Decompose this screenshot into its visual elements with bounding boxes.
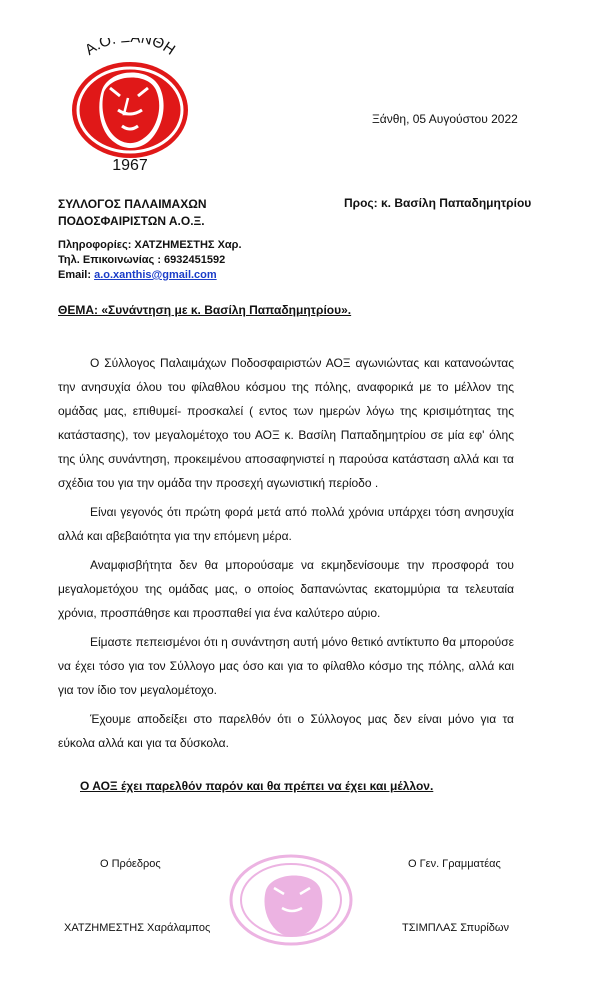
sender-block [58, 196, 207, 230]
president-name: ΧΑΤΖΗΜΕΣΤΗΣ Χαράλαμπος [64, 922, 211, 934]
letter-date: Ξάνθη, 05 Αυγούστου 2022 [372, 112, 518, 126]
secretary-title: Ο Γεν. Γραμματέας [408, 858, 501, 870]
info-line-2: Τηλ. Επικοινωνίας : 6932451592 [58, 254, 226, 266]
body-paragraph-1: Ο Σύλλογος Παλαιμάχων Ποδοσφαιριστών ΑΟΞ αγωνιώντας και κατανοώντας την ανησυχία όλου του φίλαθλου κόσμου της πόλης, αναφορικά με το μέλλον της ομάδας μας, επιθυμεί- προσκαλεί ( εντος των ημερών λόγω της κρισιμότητας της κατάστασης), τον μεγαλομέτοχο του ΑΟΞ κ. Βασίλη Παπαδημητρίου σε μία εφ' όλης της ύλης συνάντηση, προκειμένου αποσαφηνιστεί η παρούσα κατάσταση αλλά και τα σχέδια του για την ομάδα την προσεχή αγωνιστική περίοδο . [58, 356, 514, 490]
contact-info [58, 238, 242, 283]
email-label: Email: [58, 269, 92, 281]
body-paragraph-4: Είμαστε πεπεισμένοι ότι η συνάντηση αυτή μόνο θετικό αντίκτυπο θα μπορούσε να έχει τόσο για τον Σύλλογο μας όσο και για το φίλαθλο κόσμο της πόλης, αλλά και για τον ίδιο τον μεγαλομέτοχο. [58, 635, 514, 697]
logo-year: 1967 [112, 157, 148, 174]
club-logo [58, 38, 200, 178]
email-link[interactable]: a.o.xanthis@gmail.com [94, 269, 217, 281]
letter-body [58, 351, 514, 760]
recipient: Προς: κ. Βασίλη Παπαδημητρίου [344, 196, 532, 210]
secretary-name: ΤΣΙΜΠΛΑΣ Σπυρίδων [402, 922, 510, 934]
letter-subject: ΘΕΜΑ: «Συνάντηση με κ. Βασίλη Παπαδημητρίου». [58, 303, 352, 317]
sender-line-2: ΠΟΔΟΣΦΑΙΡΙΣΤΩΝ Α.Ο.Ξ. [58, 214, 205, 228]
body-paragraph-5: Έχουμε αποδείξει στο παρελθόν ότι ο Σύλλογος μας δεν είναι μόνο για τα εύκολα αλλά και για τα δύσκολα. [58, 712, 514, 750]
club-logo-graphic [58, 38, 200, 178]
logo-arc-text: Α.Ο. ΝΘΗ [81, 38, 179, 59]
stamp-face-icon [228, 852, 354, 948]
president-title: Ο Πρόεδρος [100, 858, 161, 870]
club-stamp [228, 852, 354, 948]
sender-line-1: ΣΥΛΛΟΓΟΣ ΠΑΛΑΙΜΑΧΩΝ [58, 197, 207, 211]
info-line-1: Πληροφορίες: ΧΑΤΖΗΜΕΣΤΗΣ Χαρ. [58, 239, 242, 251]
body-paragraph-3: Αναμφισβήτητα δεν θα μπορούσαμε να εκμηδενίσουμε την προσφορά του μεγαλομετόχου της ομάδας μας, ο οποίος δαπανώντας εκατομμύρια τα τελευταία χρόνια, προσπάθησε και προσπαθεί για ένα καλύτερο αύριο. [58, 558, 514, 620]
closing-statement: Ο ΑΟΞ έχει παρελθόν παρόν και θα πρέπει να έχει και μέλλον. [80, 779, 434, 793]
email-line [58, 268, 242, 283]
body-paragraph-2: Είναι γεγονός ότι πρώτη φορά μετά από πολλά χρόνια υπάρχει τόση ανησυχία αλλά και αβεβαιότητα για την επόμενη μέρα. [58, 505, 514, 543]
